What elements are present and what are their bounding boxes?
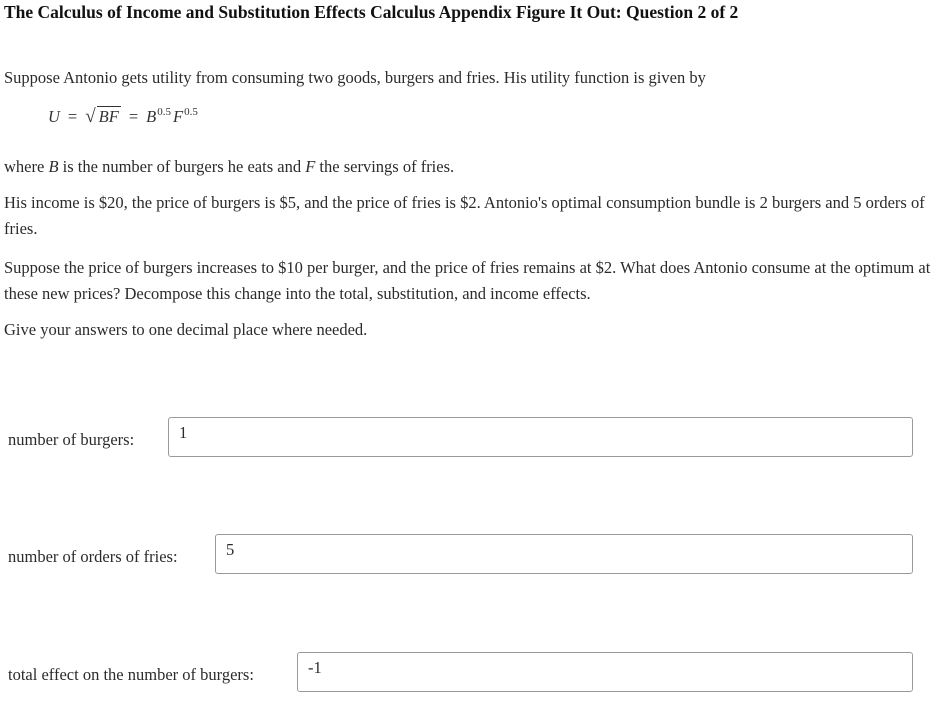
- sqrt-icon: √: [85, 106, 96, 127]
- question-instruction: Give your answers to one decimal place where needed.: [4, 320, 368, 339]
- fries-field[interactable]: [215, 534, 913, 574]
- definition-var-b: B: [48, 157, 59, 176]
- formula-radicand: BF: [98, 107, 119, 126]
- total-effect-label: total effect on the number of burgers:: [8, 665, 254, 684]
- variable-definition: [4, 154, 934, 180]
- formula-term-f: F: [173, 107, 184, 126]
- total-effect-input[interactable]: [298, 649, 912, 687]
- burgers-label: number of burgers:: [8, 430, 135, 449]
- question-task: Suppose the price of burgers increases to $10 per burger, and the price of fries remains at $2. What does Antonio consume at the optimum at these new prices? Decompose this change into the total, substitution, and income effects.: [4, 258, 931, 303]
- utility-formula: [48, 106, 200, 128]
- definition-pre: where: [4, 157, 49, 176]
- question-context: His income is $20, the price of burgers is $5, and the price of fries is $2. Antonio's optimal consumption bundle is 2 burgers and 5 orders of fries.: [4, 193, 925, 238]
- definition-mid: is the number of burgers he eats and: [58, 157, 306, 176]
- page-title: The Calculus of Income and Substitution Effects Calculus Appendix Figure It Out: Question 2 of 2: [4, 2, 739, 22]
- formula-exp-f: 0.5: [184, 106, 198, 118]
- total-effect-field[interactable]: [297, 652, 913, 692]
- formula-term-b: B: [146, 107, 157, 126]
- question-intro: Suppose Antonio gets utility from consuming two goods, burgers and fries. His utility function is given by: [4, 68, 706, 87]
- fries-input[interactable]: [216, 531, 912, 569]
- formula-lhs: U: [48, 107, 60, 126]
- burgers-input[interactable]: [169, 414, 912, 452]
- definition-post: the servings of fries.: [315, 157, 455, 176]
- burgers-field[interactable]: [168, 417, 913, 457]
- formula-equals: =: [67, 107, 78, 126]
- fries-label: number of orders of fries:: [8, 547, 178, 566]
- formula-exp-b: 0.5: [157, 106, 171, 118]
- definition-var-f: F: [305, 157, 316, 176]
- formula-equals-2: =: [128, 107, 139, 126]
